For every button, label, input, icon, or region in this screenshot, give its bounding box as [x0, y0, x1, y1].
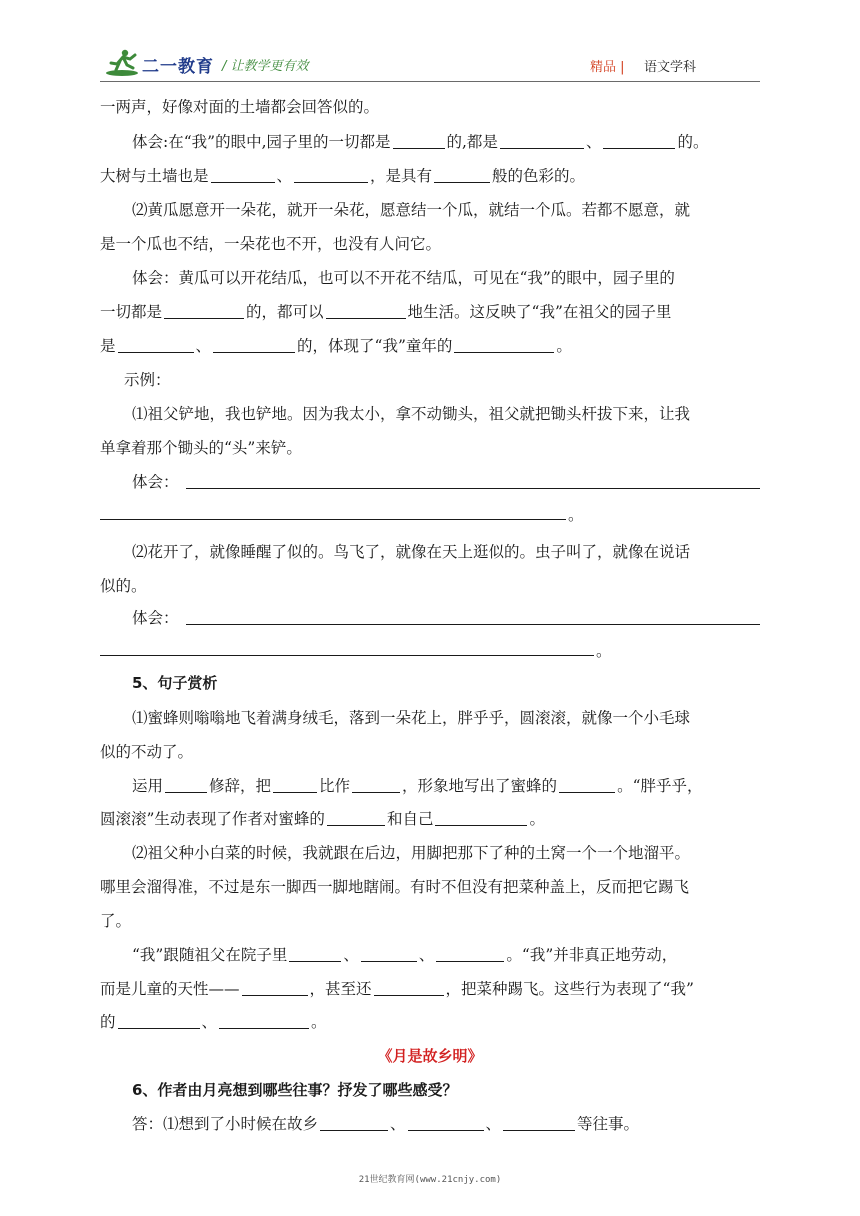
- subject-label: 语文学科: [644, 60, 697, 75]
- question-heading: 6、作者由月亮想到哪些往事？抒发了哪些感受？: [132, 1081, 458, 1099]
- page-header: [0, 0, 860, 90]
- text-line: ⑵黄瓜愿意开一朵花，就开一朵花，愿意结一个瓜，就结一个瓜。若都不愿意，就: [132, 201, 691, 219]
- text: 。: [556, 337, 572, 355]
- premium-label: 精品 |: [590, 60, 625, 75]
- fill-blank: [273, 776, 317, 793]
- answer-line: [100, 655, 594, 656]
- text-line: [100, 336, 572, 356]
- text-line: 一两声，好像对面的土墙都会回答似的。: [100, 98, 380, 116]
- text: 般的色彩的。: [492, 167, 586, 185]
- fill-blank: [165, 776, 207, 793]
- text-line: [100, 302, 671, 322]
- text: 的，体现了“我”童年的: [297, 337, 453, 355]
- brand-logo-text: 二一教育: [142, 57, 214, 77]
- text: 修辞，把: [209, 777, 272, 795]
- text-line: 哪里会溜得准，不过是东一脚西一脚地瞎闹。有时不但没有把菜种盖上，反而把它踢飞: [100, 878, 690, 896]
- text-line: ⑴祖父铲地，我也铲地。因为我太小，拿不动锄头，祖父就把锄头杆拔下来，让我: [132, 405, 691, 423]
- text-line: ⑵祖父种小白菜的时候，我就跟在后边，用脚把那下了种的土窝一个一个地溜平。: [132, 844, 691, 862]
- fill-blank: [118, 1012, 200, 1029]
- fill-blank: [500, 132, 584, 149]
- answer-line: [100, 519, 566, 520]
- fill-blank: [603, 132, 675, 149]
- text: ，是具有: [370, 167, 433, 185]
- text-line: 是一个瓜也不结，一朵花也不开，也没有人问它。: [100, 235, 442, 253]
- fill-blank: [327, 809, 385, 826]
- text: 。: [311, 1013, 327, 1031]
- text: 和自己: [386, 810, 434, 828]
- text: 圆滚滚”生动表现了作者对蜜蜂的: [100, 810, 325, 828]
- text-line: [100, 1012, 327, 1032]
- text: 、: [585, 133, 602, 151]
- fill-blank: [352, 776, 400, 793]
- fill-blank: [211, 166, 275, 183]
- fill-blank: [118, 336, 194, 353]
- fill-blank: [213, 336, 295, 353]
- text: ，把菜种踢飞。这些行为表现了“我”: [445, 980, 694, 998]
- fill-blank: [435, 809, 527, 826]
- section-heading: 5、句子赏析: [132, 674, 218, 692]
- text: 。: [596, 642, 612, 660]
- text: “我”跟随祖父在院子里: [132, 946, 288, 964]
- text-line: 了。: [100, 912, 132, 930]
- text: 的: [100, 1013, 116, 1031]
- fill-blank: [393, 132, 445, 149]
- fill-blank: [454, 336, 554, 353]
- text-line: 单拿着那个锄头的“头”来铲。: [100, 439, 302, 457]
- fill-blank: [289, 945, 341, 962]
- fill-blank: [320, 1114, 388, 1131]
- text: 。“胖乎乎，: [617, 777, 703, 795]
- text: 、: [485, 1115, 502, 1133]
- text-line: ⑵花开了，就像睡醒了似的。鸟飞了，就像在天上逛似的。虫子叫了，就像在说话: [132, 543, 691, 561]
- header-divider: [100, 81, 760, 82]
- text-line: ⑴蜜蜂则嗡嗡地飞着满身绒毛，落到一朵花上，胖乎乎，圆滚滚，就像一个小毛球: [132, 709, 691, 727]
- text: 、: [201, 1013, 218, 1031]
- text: 运用: [132, 777, 164, 795]
- fill-blank: [242, 979, 308, 996]
- text: 、: [418, 946, 435, 964]
- text: 是: [100, 337, 116, 355]
- text-line: [132, 1114, 639, 1134]
- text-line: [132, 776, 703, 796]
- text-line: 似的不动了。: [100, 743, 194, 761]
- section-title: 《月是故乡明》: [377, 1047, 483, 1065]
- text: 的。: [677, 133, 709, 151]
- text-line: [100, 979, 694, 999]
- text-line: 体会：黄瓜可以开花结瓜，也可以不开花不结瓜，可见在“我”的眼中，园子里的: [132, 269, 675, 287]
- runner-logo-icon: [104, 48, 140, 78]
- text: ，形象地写出了蜜蜂的: [402, 777, 558, 795]
- text: 答：⑴想到了小时候在故乡: [132, 1115, 319, 1133]
- fill-blank: [434, 166, 490, 183]
- text-line: 示例：: [124, 371, 171, 389]
- page-footer: 21世纪教育网(www.21cnjy.com): [358, 1175, 502, 1185]
- fill-blank: [326, 302, 406, 319]
- fill-blank: [374, 979, 444, 996]
- text-line: 似的。: [100, 577, 147, 595]
- text-line: [132, 132, 708, 152]
- fill-blank: [294, 166, 368, 183]
- text-line: [100, 166, 585, 186]
- fill-blank: [219, 1012, 309, 1029]
- text: 的，都可以: [246, 303, 324, 321]
- fill-blank: [361, 945, 417, 962]
- text: 、: [276, 167, 293, 185]
- answer-label: 体会：: [132, 473, 179, 491]
- answer-label: 体会：: [132, 609, 179, 627]
- text: 比作: [319, 777, 351, 795]
- text: 等往事。: [577, 1115, 640, 1133]
- text: 体会:在“我”的眼中,园子里的一切都是: [132, 133, 391, 151]
- answer-line: [186, 488, 760, 489]
- fill-blank: [164, 302, 244, 319]
- text: 而是儿童的天性——: [100, 980, 240, 998]
- text: 地生活。这反映了“我”在祖父的园子里: [407, 303, 672, 321]
- text: 、: [195, 337, 212, 355]
- fill-blank: [408, 1114, 484, 1131]
- text: 一切都是: [100, 303, 163, 321]
- text: 。“我”并非真正地劳动，: [506, 946, 678, 964]
- text: 。: [529, 810, 545, 828]
- text-line: [132, 945, 677, 965]
- fill-blank: [436, 945, 504, 962]
- brand-slogan: / 让教学更有效: [222, 59, 309, 74]
- text-line: [100, 809, 545, 829]
- text: 。: [568, 506, 584, 524]
- text: 、: [390, 1115, 406, 1133]
- answer-line: [186, 624, 760, 625]
- text: 的,都是: [446, 133, 498, 151]
- text: ，甚至还: [309, 980, 372, 998]
- text: 大树与土墙也是: [100, 167, 209, 185]
- fill-blank: [503, 1114, 575, 1131]
- fill-blank: [559, 776, 615, 793]
- text: 、: [343, 946, 359, 964]
